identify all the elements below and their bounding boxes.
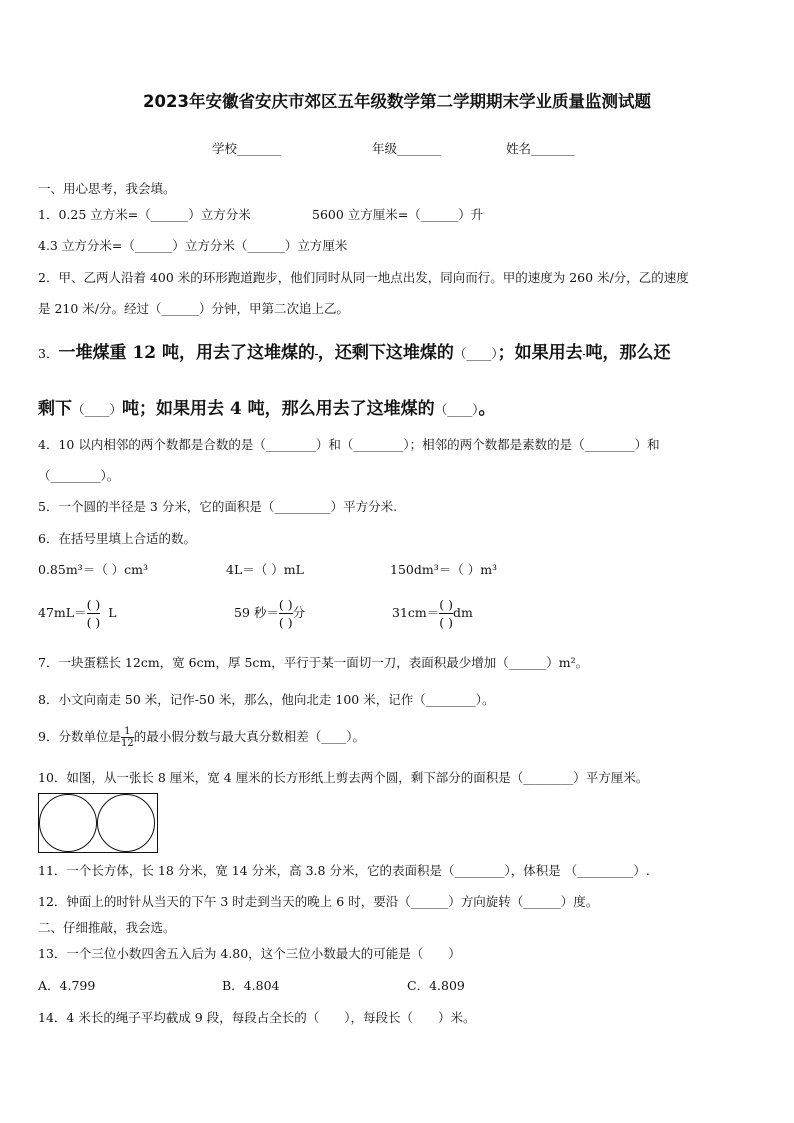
question-3-text-e: 剩下: [38, 399, 72, 419]
answer-blank[interactable]: （____）: [453, 346, 498, 361]
page-title: 2023年安徽省安庆市郊区五年级数学第二学期期末学业质量监测试题: [143, 92, 651, 111]
question-3-number: 3．: [38, 346, 59, 361]
rectangle-figure: [38, 793, 158, 853]
denominator-blank[interactable]: ( ): [86, 615, 101, 630]
question-3-text-c: ；如果用去: [497, 343, 583, 363]
question-9: [38, 726, 365, 749]
circle-left: [39, 794, 97, 852]
question-6-row2-b: [234, 596, 305, 631]
question-4-line2: （________）。: [38, 468, 120, 483]
unit-label: dm: [453, 605, 473, 620]
grade-field[interactable]: 年级_______: [372, 141, 441, 156]
numerator-blank[interactable]: ( ): [86, 597, 101, 612]
question-6-row2-a-label: 47mL＝: [38, 605, 87, 620]
question-10: 10．如图，从一张长 8 厘米，宽 4 厘米的长方形纸上剪去两个圆，剩下部分的面积是（________）平方厘米。: [38, 770, 649, 785]
numerator-blank[interactable]: ( ): [278, 597, 293, 612]
question-7: 7．一块蛋糕长 12cm，宽 6cm，厚 5cm，平行于某一面切一刀，表面积最少增加（______）m²。: [38, 655, 589, 670]
answer-blank[interactable]: （____）: [434, 402, 479, 417]
option-b[interactable]: B．4.804: [222, 978, 280, 993]
unit-label: L: [108, 605, 117, 620]
unit-label: 分: [292, 605, 306, 620]
question-12: 12．钟面上的时针从当天的下午 3 时走到当天的晚上 6 时，要沿（______）方向旋转（______）度。: [38, 894, 599, 909]
question-6-row2-b-label: 59 秒＝: [234, 605, 279, 620]
fraction-blank[interactable]: [439, 596, 453, 631]
question-6-row2-c: [392, 596, 473, 631]
question-13: 13．一个三位小数四舍五入后为 4.80，这个三位小数最大的可能是（ ）: [38, 946, 461, 961]
section-1-heading: 一、用心思考，我会填。: [38, 181, 176, 196]
question-2-line2: 是 210 米/分。经过（______）分钟，甲第二次追上乙。: [38, 301, 350, 316]
question-3-line1: [38, 342, 670, 364]
question-1a: 1．0.25 立方米=（______）立方分米: [38, 207, 251, 222]
circle-right: [97, 794, 155, 852]
question-1b: 5600 立方厘米=（______）升: [312, 207, 484, 222]
school-field[interactable]: 学校_______: [212, 141, 281, 156]
question-3-text-g: 。: [478, 399, 496, 419]
denominator-blank[interactable]: ( ): [439, 615, 453, 630]
question-6-row2-c-label: 31cm＝: [392, 605, 440, 620]
question-6-row2-a: [38, 596, 117, 631]
question-3-text-a: 一堆煤重 12 吨，用去了这堆煤的: [58, 343, 315, 363]
question-5: 5．一个圆的半径是 3 分米，它的面积是（_________）平方分米.: [38, 499, 398, 514]
question-6: 6．在括号里填上合适的数。: [38, 531, 196, 546]
question-9-text-a: 9．分数单位是: [38, 729, 121, 744]
fraction-one-twelfth: [121, 726, 134, 749]
question-1c: 4.3 立方分米=（______）立方分米（______）立方厘米: [38, 238, 348, 253]
question-3-text-f: 吨；如果用去 4 吨，那么用去了这堆煤的: [122, 399, 435, 419]
denominator-blank[interactable]: ( ): [278, 615, 293, 630]
question-6-row1-c: 150dm³＝（ ）m³: [390, 562, 498, 577]
question-11: 11．一个长方体，长 18 分米，宽 14 分米，高 3.8 分米，它的表面积是（________），体积是 （_________）.: [38, 863, 650, 878]
fraction-denominator: 12: [120, 738, 134, 749]
numerator-blank[interactable]: ( ): [439, 597, 453, 612]
question-3-line2: [38, 398, 495, 420]
option-c[interactable]: C．4.809: [407, 978, 465, 993]
name-field[interactable]: 姓名_______: [506, 141, 575, 156]
question-2-line1: 2．甲、乙两人沿着 400 米的环形跑道跑步，他们同时从同一地点出发，同向而行。甲的速度为 260 米/分，乙的速度: [38, 270, 689, 285]
section-2-heading: 二、仔细推敲，我会选。: [38, 920, 176, 935]
question-14: 14．4 米长的绳子平均截成 9 段，每段占全长的（ ），每段长（ ）米。: [38, 1010, 476, 1025]
question-3-text-d: 吨，那么还: [585, 343, 671, 363]
fraction-blank[interactable]: [279, 596, 293, 631]
question-6-row1-b: 4L＝（ ）mL: [226, 562, 304, 577]
question-6-row1-a: 0.85m³＝（ ）cm³: [38, 562, 149, 577]
fraction-numerator: 1: [124, 726, 131, 737]
question-8: 8．小文向南走 50 米，记作-50 米，那么，他向北走 100 米，记作（________）。: [38, 692, 495, 707]
question-3-text-b: ，还剩下这堆煤的: [317, 343, 454, 363]
question-4-line1: 4．10 以内相邻的两个数都是合数的是（________）和（________）；相邻的两个数都是素数的是（________）和: [38, 437, 660, 452]
answer-blank[interactable]: （____）: [72, 402, 123, 417]
fraction-blank[interactable]: [87, 596, 101, 631]
option-a[interactable]: A．4.799: [38, 978, 96, 993]
question-9-text-b: 的最小假分数与最大真分数相差（____）。: [133, 729, 365, 744]
